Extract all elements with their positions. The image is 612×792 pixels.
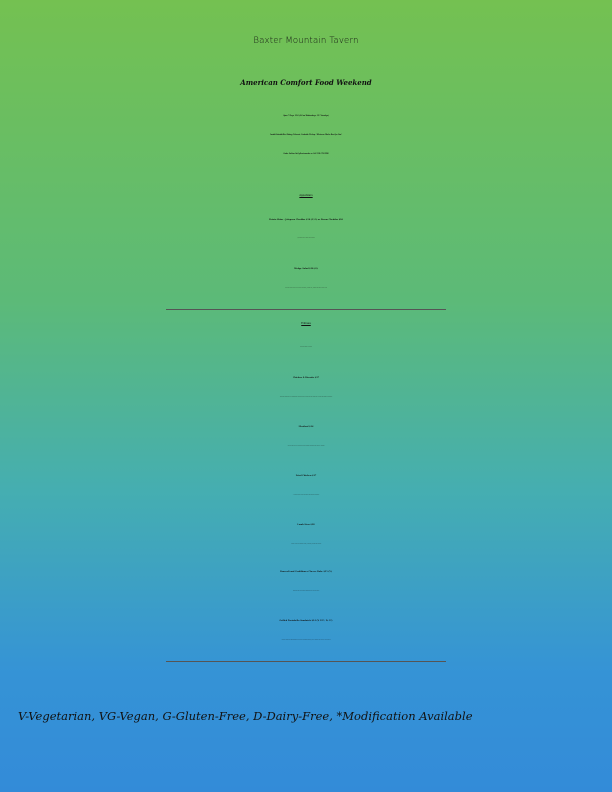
- menu-item-name: Fried Chicken $17: [295, 475, 317, 477]
- menu-item-name: Wedge Salad $10 (G): [294, 268, 318, 270]
- menu-item-name: Grilled Portobello Sandwich $14 (V, VG*, D, G*): [279, 620, 333, 622]
- menu-item-name: Chicken & Biscuits $17: [292, 377, 320, 379]
- menu-item-description: Iceberg lettuce with blue cheese dressing, bacon bits, tomato and hard-boiled egg: [285, 288, 327, 289]
- menu-item-name: Broccoli and Cauliflower Cheese Bake $15 (V): [280, 571, 332, 573]
- menu-item-description: Chicken casserole over homemade biscuits served with our own cranberry relish and mashed potatoes: [279, 397, 333, 398]
- menu-item-description: Topped with gravy and served with mashed potatoes and peas & carrots: [287, 446, 325, 447]
- menu-item-description: 3-Pieces served with coleslaw and mashed potatoes: [292, 495, 320, 496]
- order-online-line: Order Online: bit.ly/baxterorder or Call 518-576-9990: [283, 154, 329, 155]
- menu-subtitle: American Comfort Food Weekend: [240, 78, 372, 87]
- divider: [166, 661, 446, 662]
- entrees-note: Includes Soup or Salad: [300, 347, 312, 348]
- divider: [166, 309, 446, 310]
- menu-item-name: Lamb Stew $18: [297, 524, 315, 526]
- menu-item-description: (4) Skins served with Sour Cream: [297, 238, 315, 239]
- menu-item-description: Grilled portobello mushroom on roll with balsamic onions, mixed greens and side of garlic mayo: [281, 640, 331, 641]
- menu-item-name: Potato Skins - Jalapeno Cheddar $10 (V, G) or Bacon Cheddar $10: [269, 219, 343, 221]
- menu-item-description: Hearty stew with roasted lamb, potatoes, onion and carrots: [290, 544, 322, 545]
- hours-line: Open 7 Days: 12-8 (4-8 on Wednesdays, 12-7 Sundays): [283, 116, 329, 117]
- dining-options-line: Inside/Outside/Bar Dining, Takeout, Curbside Pickup - Whatever Works Best for You!: [270, 135, 342, 136]
- restaurant-name: Baxter Mountain Tavern: [253, 36, 359, 46]
- entrees-heading: Entrees: [301, 322, 311, 325]
- dietary-legend: V-Vegetarian, VG-Vegan, G-Gluten-Free, D-Dairy-Free, *Modification Available: [18, 709, 473, 723]
- menu-item-name: Meatloaf $16: [298, 426, 314, 428]
- menu-item-description: Broccoli and cauliflower smothered in cheese sauce: [292, 591, 320, 592]
- appetizers-heading: Appetizers: [299, 194, 313, 197]
